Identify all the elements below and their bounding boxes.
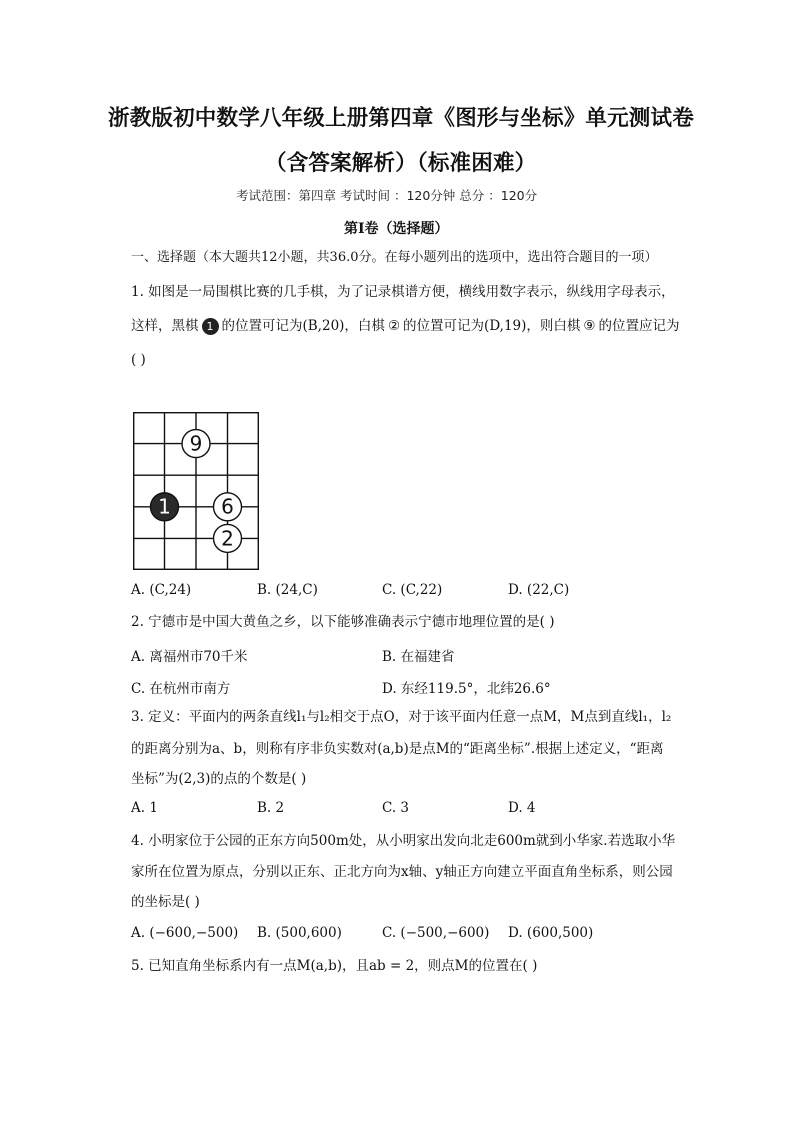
q3-line-3: 坐标”为(2,3)的点的个数是( )	[131, 771, 307, 787]
q3-line-1: 3. 定义：平面内的两条直线l₁与l₂相交于点O，对于该平面内任意一点M，M点到直线l₁，l₂	[131, 709, 672, 725]
q1-option-d[interactable]: D. (22,C)	[508, 582, 570, 598]
q1-line-1: 1. 如图是一局围棋比赛的几手棋，为了记录棋谱方便，横线用数字表示，纵线用字母表示，	[131, 284, 675, 300]
go-board-figure	[133, 412, 259, 570]
q1-text-a: 这样，黑棋	[131, 318, 199, 334]
exam-meta: 考试范围：第四章 考试时间 ：120分钟 总分 ：120分	[236, 188, 538, 203]
q4-option-c[interactable]: C. (−500,−600)	[382, 925, 490, 941]
stone-label-9: 9	[189, 431, 203, 456]
q4-option-a[interactable]: A. (−600,−500)	[131, 925, 239, 941]
q3-option-c[interactable]: C. 3	[382, 800, 410, 816]
document-title-line-1: 浙教版初中数学八年级上册第四章《图形与坐标》单元测试卷	[108, 106, 694, 131]
q2-option-b[interactable]: B. 在福建省	[382, 649, 455, 665]
q3-option-a[interactable]: A. 1	[131, 800, 158, 816]
q1-option-c[interactable]: C. (C,22)	[382, 582, 443, 598]
q5-stem: 5. 已知直角坐标系内有一点M(a,b)，且ab = 2，则点M的位置在( )	[131, 958, 538, 974]
q4-option-d[interactable]: D. (600,500)	[508, 925, 594, 941]
black-stone-1	[151, 493, 179, 521]
q3-line-2: 的距离分别为a、b，则称有序非负实数对(a,b)是点M的“距离坐标”.根据上述定义，“距离	[131, 741, 664, 757]
white-stone-9	[182, 430, 210, 458]
q1-text-d: 的位置应记为	[598, 318, 680, 334]
white-stone-2-inline: ②	[387, 318, 401, 334]
q1-option-a[interactable]: A. (C,24)	[131, 582, 192, 598]
part-heading: 第Ⅰ卷（选择题）	[344, 221, 449, 237]
stone-label-1: 1	[158, 494, 171, 519]
q1-line-2	[131, 316, 680, 336]
q4-line-3: 的坐标是( )	[131, 894, 200, 910]
stone-label-6: 6	[221, 494, 234, 519]
q3-option-b[interactable]: B. 2	[257, 800, 285, 816]
q2-option-a[interactable]: A. 离福州市70千米	[131, 649, 248, 665]
q2-option-c[interactable]: C. 在杭州市南方	[131, 681, 231, 697]
black-stone-1-inline: 1	[202, 318, 219, 335]
white-stone-6	[214, 493, 242, 521]
q4-option-b[interactable]: B. (500,600)	[257, 925, 342, 941]
white-stone-9-inline: ⑨	[583, 318, 596, 334]
q2-option-d[interactable]: D. 东经119.5°，北纬26.6°	[382, 681, 551, 697]
stone-label-2: 2	[221, 526, 234, 551]
q3-option-d[interactable]: D. 4	[508, 800, 536, 816]
q1-option-b[interactable]: B. (24,C)	[257, 582, 318, 598]
q2-stem: 2. 宁德市是中国大黄鱼之乡，以下能够准确表示宁德市地理位置的是( )	[131, 614, 555, 630]
q4-line-1: 4. 小明家位于公园的正东方向500m处，从小明家出发向北走600m就到小华家.若选取小华	[131, 833, 676, 849]
q4-line-2: 家所在位置为原点，分别以正东、正北方向为x轴、y轴正方向建立平面直角坐标系，则公园	[131, 864, 673, 880]
white-stone-2	[214, 524, 242, 552]
section-heading: 一、选择题（本大题共12小题，共36.0分。在每小题列出的选项中，选出符合题目的一项）	[131, 250, 658, 265]
q1-text-c: 的位置可记为(D,19)，则白棋	[403, 318, 581, 334]
document-title-line-2: （含答案解析）（标准困难）	[265, 151, 537, 176]
q1-answer-blank: ( )	[131, 352, 146, 368]
q1-text-b: 的位置可记为(B,20)，白棋	[221, 318, 385, 334]
